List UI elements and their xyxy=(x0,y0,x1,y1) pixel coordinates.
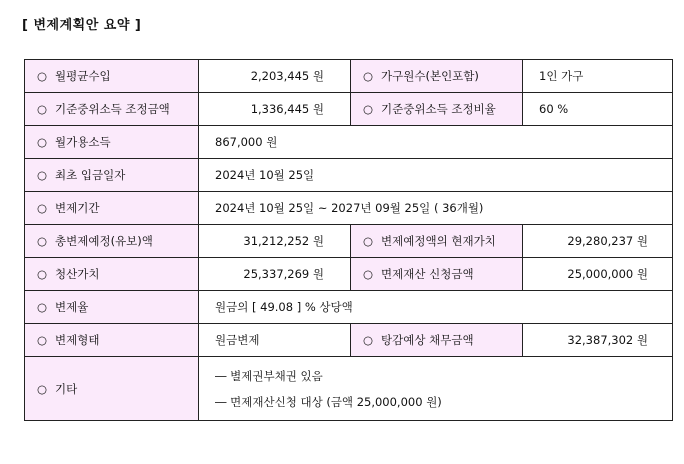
note-secured-claim: ― 별제권부채권 있음 xyxy=(215,368,323,383)
label-cell xyxy=(25,291,199,324)
summary-table xyxy=(24,59,673,421)
table-row xyxy=(25,126,673,159)
note-exempt-property: ― 면제재산신청 대상 (금액 25,000,000 원) xyxy=(215,394,442,409)
repayment-type-value: 원금변제 xyxy=(199,324,351,357)
liquidation-value-value: 25,337,269 원 xyxy=(199,258,351,291)
monthly-income-value: 2,203,445 원 xyxy=(199,60,351,93)
label-cell xyxy=(25,192,199,225)
circle-bullet-icon: ○ xyxy=(363,69,374,83)
median-income-amount-label: 기준중위소득 조정금액 xyxy=(55,102,170,116)
circle-bullet-icon: ○ xyxy=(37,234,48,248)
exempt-property-value: 25,000,000 원 xyxy=(523,258,673,291)
disposable-income-label: 월가용소득 xyxy=(55,135,111,149)
circle-bullet-icon: ○ xyxy=(363,234,374,248)
label-cell xyxy=(351,258,523,291)
circle-bullet-icon: ○ xyxy=(37,267,48,281)
circle-bullet-icon: ○ xyxy=(37,201,48,215)
label-cell xyxy=(351,225,523,258)
table-row xyxy=(25,357,673,421)
table-row xyxy=(25,291,673,324)
label-cell xyxy=(25,93,199,126)
repayment-type-label: 변제형태 xyxy=(55,333,100,347)
circle-bullet-icon: ○ xyxy=(37,300,48,314)
repayment-period-value: 2024년 10월 25일 ~ 2027년 09월 25일 ( 36개월) xyxy=(199,192,673,225)
label-cell xyxy=(25,60,199,93)
table-row xyxy=(25,324,673,357)
total-repayment-label: 총변제예정(유보)액 xyxy=(55,234,153,248)
circle-bullet-icon: ○ xyxy=(363,102,374,116)
circle-bullet-icon: ○ xyxy=(363,267,374,281)
other-notes xyxy=(199,357,673,421)
label-cell xyxy=(25,225,199,258)
label-cell xyxy=(25,126,199,159)
median-income-amount-value: 1,336,445 원 xyxy=(199,93,351,126)
repayment-rate-label: 변제율 xyxy=(55,300,89,314)
first-deposit-date-label: 최초 입금일자 xyxy=(55,168,126,182)
median-income-ratio-value: 60 % xyxy=(523,93,673,126)
expected-forgiveness-value: 32,387,302 원 xyxy=(523,324,673,357)
circle-bullet-icon: ○ xyxy=(37,102,48,116)
page-title: [ 변제계획안 요약 ] xyxy=(22,18,142,33)
table-row xyxy=(25,258,673,291)
circle-bullet-icon: ○ xyxy=(37,333,48,347)
table-row xyxy=(25,192,673,225)
label-cell xyxy=(351,324,523,357)
label-cell xyxy=(351,93,523,126)
disposable-income-value: 867,000 원 xyxy=(199,126,673,159)
household-size-label: 가구원수(본인포함) xyxy=(381,69,479,83)
label-cell xyxy=(351,60,523,93)
circle-bullet-icon: ○ xyxy=(37,69,48,83)
circle-bullet-icon: ○ xyxy=(37,168,48,182)
table-row xyxy=(25,225,673,258)
table-row xyxy=(25,93,673,126)
repayment-period-label: 변제기간 xyxy=(55,201,100,215)
expected-forgiveness-label: 탕감예상 채무금액 xyxy=(381,333,474,347)
first-deposit-date-value: 2024년 10월 25일 xyxy=(199,159,673,192)
repayment-rate-value: 원금의 [ 49.08 ] % 상당액 xyxy=(199,291,673,324)
total-repayment-value: 31,212,252 원 xyxy=(199,225,351,258)
present-value-label: 변제예정액의 현재가치 xyxy=(381,234,496,248)
exempt-property-label: 면제재산 신청금액 xyxy=(381,267,474,281)
other-label: 기타 xyxy=(55,381,78,396)
monthly-income-label: 월평균수입 xyxy=(55,69,111,83)
circle-bullet-icon: ○ xyxy=(363,333,374,347)
circle-bullet-icon: ○ xyxy=(37,135,48,149)
label-cell xyxy=(25,357,199,421)
label-cell xyxy=(25,324,199,357)
label-cell xyxy=(25,159,199,192)
present-value-value: 29,280,237 원 xyxy=(523,225,673,258)
household-size-value: 1인 가구 xyxy=(523,60,673,93)
table-row xyxy=(25,60,673,93)
median-income-ratio-label: 기준중위소득 조정비율 xyxy=(381,102,496,116)
label-cell xyxy=(25,258,199,291)
liquidation-value-label: 청산가치 xyxy=(55,267,100,281)
table-row xyxy=(25,159,673,192)
circle-bullet-icon: ○ xyxy=(37,381,48,396)
